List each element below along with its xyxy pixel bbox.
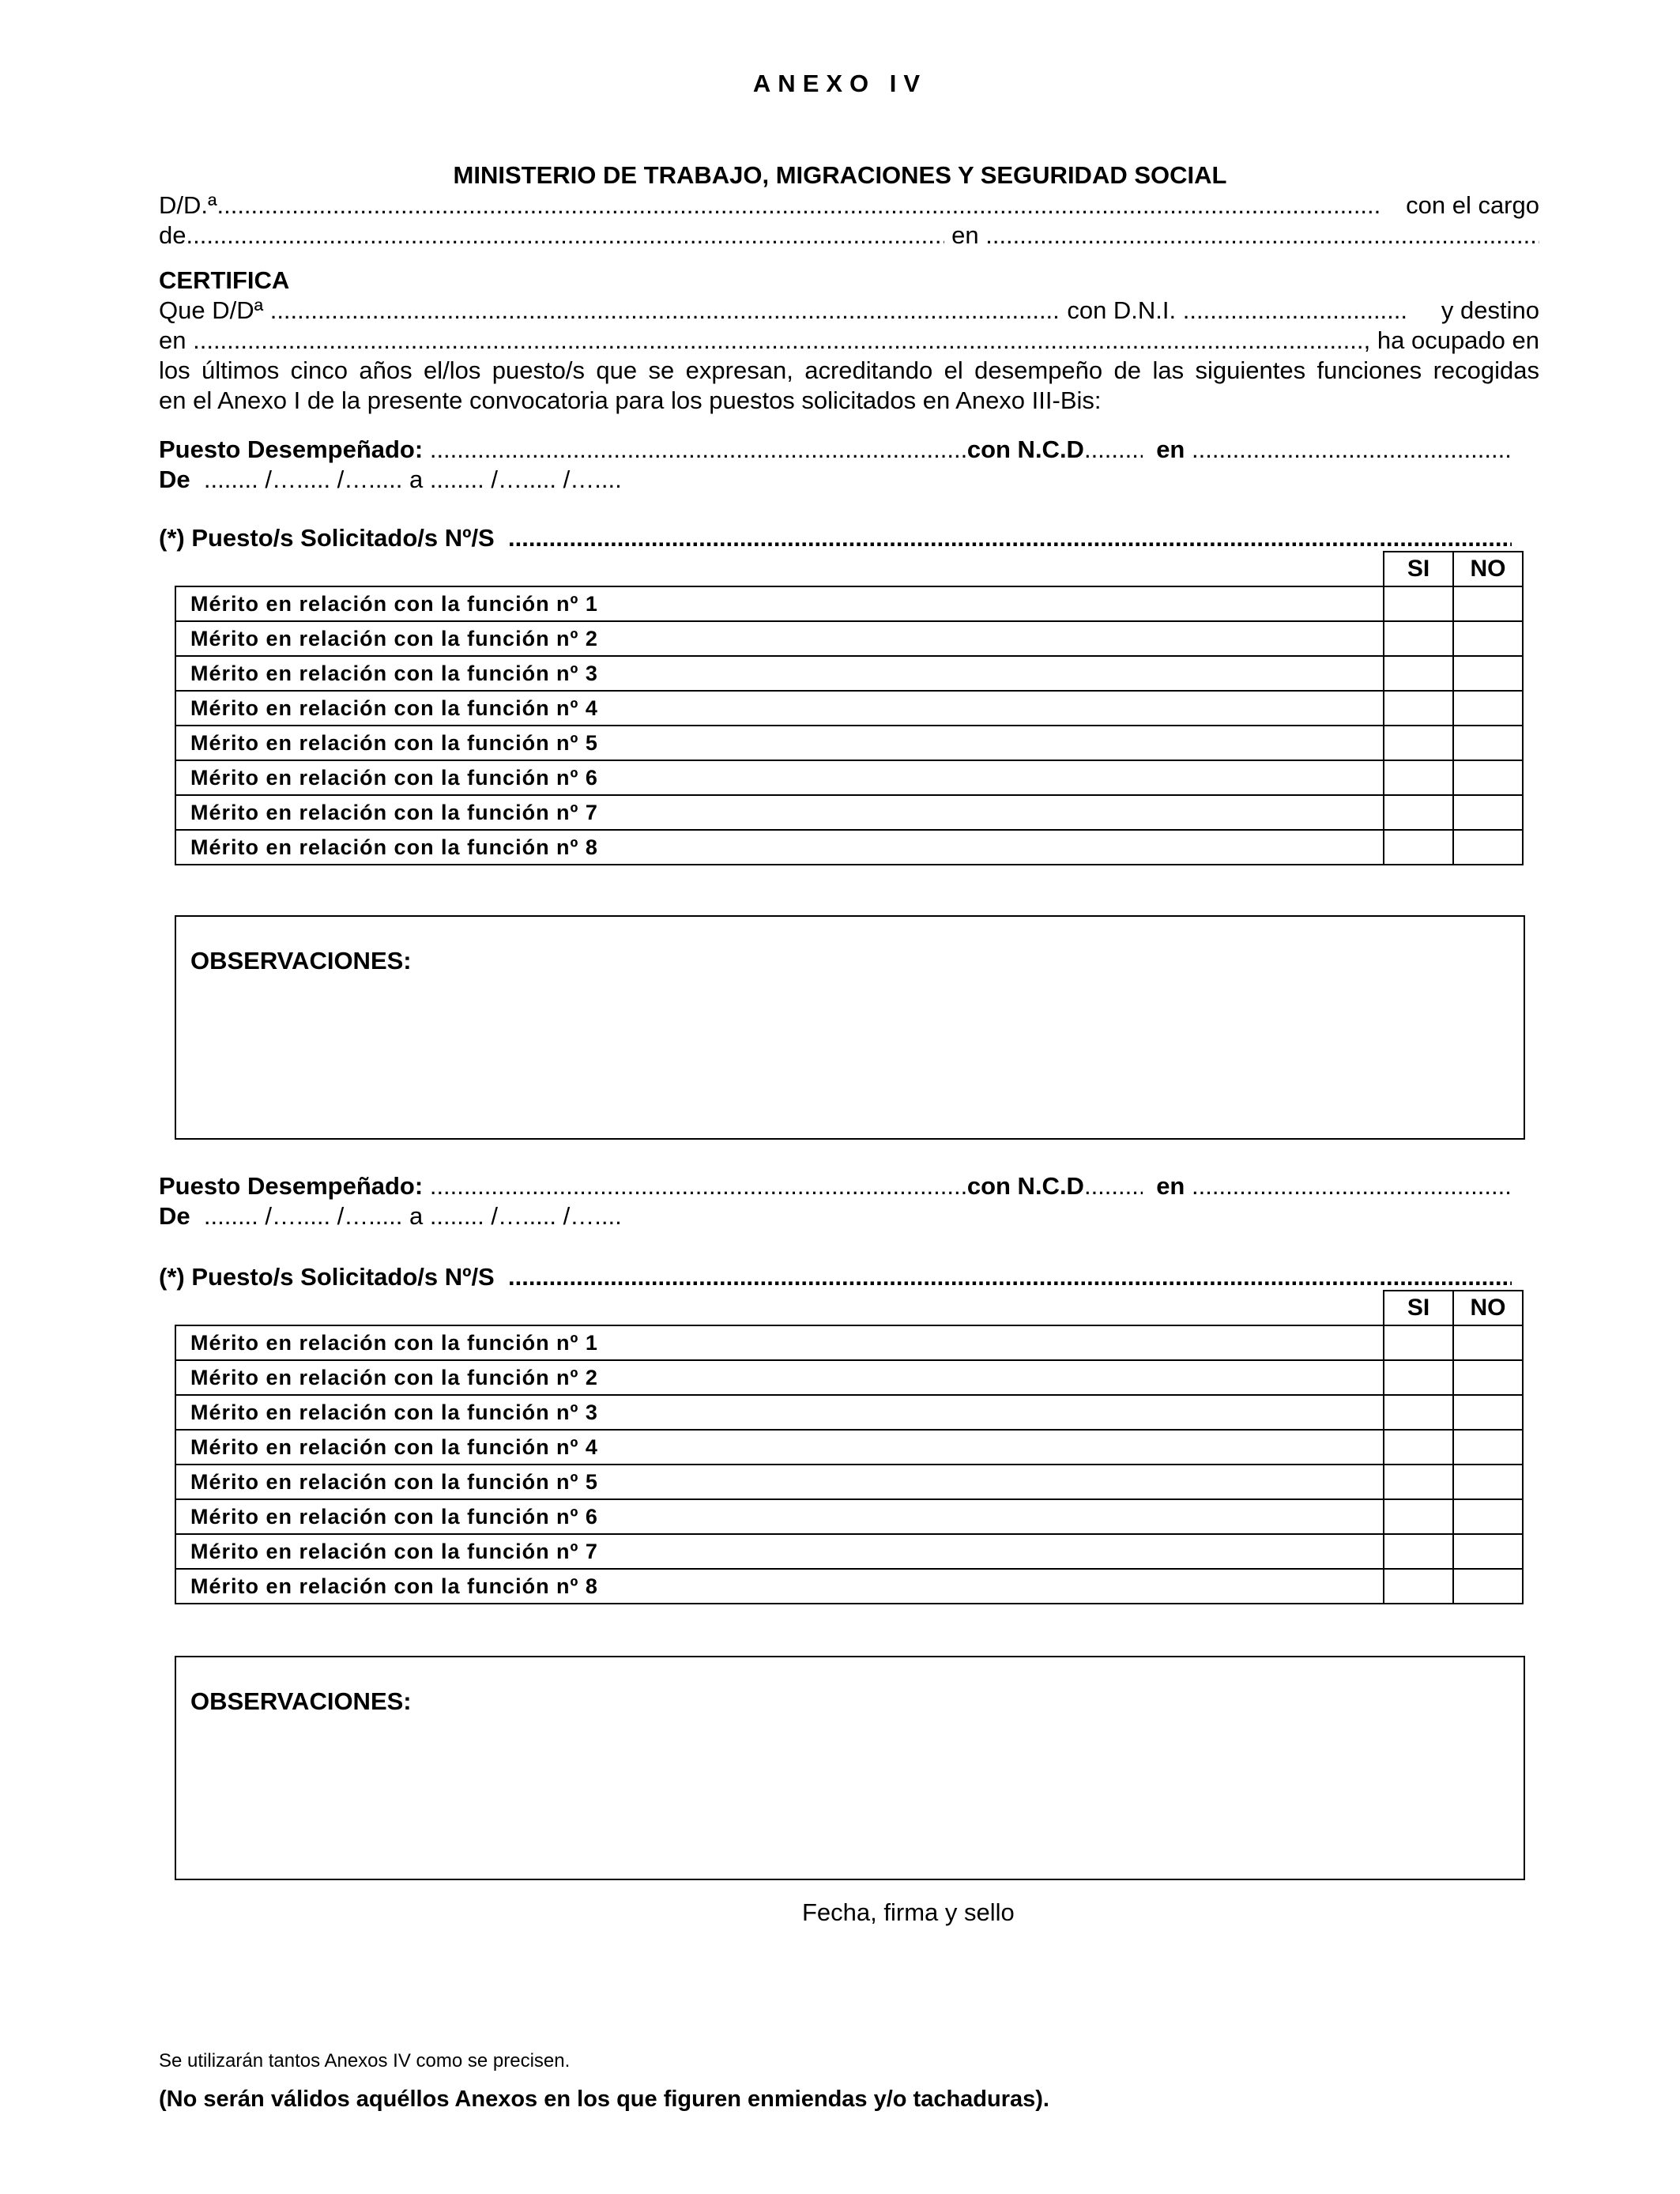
dd-label: D/D.ª	[159, 191, 217, 219]
table-row	[175, 830, 1523, 865]
si-checkbox[interactable]	[1384, 621, 1453, 656]
merit-label: Mérito en relación con la función nº 7	[175, 795, 1384, 830]
ncd-field[interactable]	[1084, 435, 1143, 465]
no-checkbox[interactable]	[1453, 1499, 1523, 1534]
de-label: de	[159, 221, 186, 249]
que-line	[159, 296, 1539, 326]
ncd-label: con N.C.D	[966, 1172, 1084, 1200]
que-label: Que D/Dª	[159, 296, 264, 324]
table-row	[175, 1465, 1523, 1499]
cargo-label: con el cargo	[1406, 191, 1539, 219]
si-checkbox[interactable]	[1384, 656, 1453, 691]
observaciones-box-2[interactable]	[175, 1656, 1525, 1880]
no-checkbox[interactable]	[1453, 1569, 1523, 1604]
si-checkbox[interactable]	[1384, 1430, 1453, 1465]
solicitado-line-2	[159, 1262, 1539, 1292]
merit-label: Mérito en relación con la función nº 8	[175, 1569, 1384, 1604]
merit-label: Mérito en relación con la función nº 3	[175, 1395, 1384, 1430]
si-header: SI	[1384, 552, 1453, 586]
si-checkbox[interactable]	[1384, 726, 1453, 760]
merit-label: Mérito en relación con la función nº 6	[175, 1499, 1384, 1534]
document-title: ANEXO IV	[752, 70, 928, 97]
merit-label: Mérito en relación con la función nº 2	[175, 621, 1384, 656]
no-checkbox[interactable]	[1453, 656, 1523, 691]
cargo-field[interactable]	[186, 221, 944, 251]
ncd-field[interactable]	[1084, 1171, 1143, 1201]
merits-header-row	[175, 1291, 1523, 1325]
fechas-field[interactable]: ........ /…..... /…..... a ........ /…..... /…....	[203, 1202, 622, 1230]
destino-line	[159, 326, 1539, 356]
table-row	[175, 1360, 1523, 1395]
certifica-heading: CERTIFICA	[159, 266, 290, 294]
no-header: NO	[1453, 552, 1523, 586]
solicitado-line-1	[159, 523, 1539, 553]
merit-label: Mérito en relación con la función nº 8	[175, 830, 1384, 865]
merit-label: Mérito en relación con la función nº 5	[175, 1465, 1384, 1499]
merit-label: Mérito en relación con la función nº 1	[175, 586, 1384, 621]
merit-label: Mérito en relación con la función nº 4	[175, 1430, 1384, 1465]
no-checkbox[interactable]	[1453, 1430, 1523, 1465]
observaciones-label: OBSERVACIONES:	[190, 947, 412, 974]
ocupado-label: , ha ocupado en	[1363, 326, 1539, 354]
puesto-field[interactable]	[430, 1171, 967, 1201]
si-checkbox[interactable]	[1384, 1395, 1453, 1430]
merit-label: Mérito en relación con la función nº 5	[175, 726, 1384, 760]
puesto-en-label: en	[1156, 1172, 1185, 1200]
dd-line	[159, 190, 1539, 221]
no-checkbox[interactable]	[1453, 1325, 1523, 1360]
dni-label: con D.N.I.	[1067, 296, 1177, 324]
de-fechas-label: De	[159, 1202, 190, 1230]
solicitado-label: (*) Puesto/s Solicitado/s Nº/S	[159, 524, 495, 552]
no-checkbox[interactable]	[1453, 830, 1523, 865]
dd-name-field[interactable]	[217, 190, 1380, 221]
observaciones-label: OBSERVACIONES:	[190, 1687, 412, 1715]
table-row	[175, 1534, 1523, 1569]
dni-field[interactable]	[1183, 296, 1408, 326]
si-checkbox[interactable]	[1384, 1325, 1453, 1360]
solicitado-field[interactable]	[508, 1262, 1512, 1292]
fechas-line-2	[159, 1201, 1539, 1231]
merit-label: Mérito en relación con la función nº 4	[175, 691, 1384, 726]
puesto-line-2	[159, 1171, 1539, 1201]
destino-field[interactable]	[193, 326, 1362, 356]
si-checkbox[interactable]	[1384, 1499, 1453, 1534]
no-checkbox[interactable]	[1453, 1465, 1523, 1499]
si-checkbox[interactable]	[1384, 830, 1453, 865]
puesto-line-1	[159, 435, 1539, 465]
puesto-en-label: en	[1156, 435, 1185, 463]
no-checkbox[interactable]	[1453, 795, 1523, 830]
destino-label: y destino	[1441, 296, 1539, 324]
si-checkbox[interactable]	[1384, 760, 1453, 795]
table-row	[175, 1325, 1523, 1360]
puesto-label: Puesto Desempeñado:	[159, 1172, 424, 1200]
merit-label: Mérito en relación con la función nº 1	[175, 1325, 1384, 1360]
ministry-heading: MINISTERIO DE TRABAJO, MIGRACIONES Y SEGURIDAD SOCIAL	[453, 161, 1227, 189]
en-destino-label: en	[159, 326, 186, 354]
certifica-paragraph-line-1: los últimos cinco años el/los puesto/s que se expresan, acreditando el desempeño de las siguientes funciones recogidas	[159, 356, 1539, 384]
si-checkbox[interactable]	[1384, 795, 1453, 830]
no-header: NO	[1453, 1291, 1523, 1325]
si-header: SI	[1384, 1291, 1453, 1325]
en-label: en	[951, 221, 979, 249]
table-row	[175, 691, 1523, 726]
puesto-location-field[interactable]	[1192, 435, 1512, 465]
footer-note: Se utilizarán tantos Anexos IV como se precisen.	[159, 2050, 571, 2071]
observaciones-box-1[interactable]	[175, 915, 1525, 1140]
merit-label: Mérito en relación con la función nº 7	[175, 1534, 1384, 1569]
puesto-label: Puesto Desempeñado:	[159, 435, 424, 463]
merit-label: Mérito en relación con la función nº 3	[175, 656, 1384, 691]
signature-label: Fecha, firma y sello	[802, 1898, 1015, 1926]
si-checkbox[interactable]	[1384, 1534, 1453, 1569]
ncd-label: con N.C.D	[966, 435, 1084, 463]
no-checkbox[interactable]	[1453, 1360, 1523, 1395]
table-row	[175, 795, 1523, 830]
si-checkbox[interactable]	[1384, 691, 1453, 726]
si-checkbox[interactable]	[1384, 1465, 1453, 1499]
cargo-line	[159, 221, 1539, 251]
footer-warning: (No serán válidos aquéllos Anexos en los que figuren enmiendas y/o tachaduras).	[159, 2087, 1049, 2112]
puesto-location-field[interactable]	[1192, 1171, 1512, 1201]
merit-label: Mérito en relación con la función nº 2	[175, 1360, 1384, 1395]
no-checkbox[interactable]	[1453, 691, 1523, 726]
table-row	[175, 760, 1523, 795]
table-row	[175, 1499, 1523, 1534]
table-row	[175, 1569, 1523, 1604]
no-checkbox[interactable]	[1453, 726, 1523, 760]
si-checkbox[interactable]	[1384, 1360, 1453, 1395]
si-checkbox[interactable]	[1384, 586, 1453, 621]
fechas-line-1	[159, 465, 1539, 495]
certifica-paragraph-line-2: en el Anexo I de la presente convocatoria para los puestos solicitados en Anexo III-Bis:	[159, 386, 1102, 414]
table-row	[175, 586, 1523, 621]
solicitado-label: (*) Puesto/s Solicitado/s Nº/S	[159, 1263, 495, 1291]
table-row	[175, 726, 1523, 760]
no-checkbox[interactable]	[1453, 1534, 1523, 1569]
si-checkbox[interactable]	[1384, 1569, 1453, 1604]
de-fechas-label: De	[159, 466, 190, 493]
fechas-field[interactable]: ........ /…..... /…..... a ........ /…..... /…....	[203, 466, 622, 493]
no-checkbox[interactable]	[1453, 586, 1523, 621]
no-checkbox[interactable]	[1453, 621, 1523, 656]
merit-label: Mérito en relación con la función nº 6	[175, 760, 1384, 795]
table-row	[175, 1395, 1523, 1430]
puesto-field[interactable]	[430, 435, 967, 465]
que-name-field[interactable]	[270, 296, 1060, 326]
table-row	[175, 656, 1523, 691]
table-row	[175, 621, 1523, 656]
merits-header-row	[175, 552, 1523, 586]
merits-table-1	[175, 551, 1524, 865]
cargo-location-field[interactable]	[985, 221, 1539, 251]
table-row	[175, 1430, 1523, 1465]
solicitado-field[interactable]	[508, 523, 1512, 553]
merits-table-2	[175, 1290, 1524, 1604]
no-checkbox[interactable]	[1453, 1395, 1523, 1430]
no-checkbox[interactable]	[1453, 760, 1523, 795]
